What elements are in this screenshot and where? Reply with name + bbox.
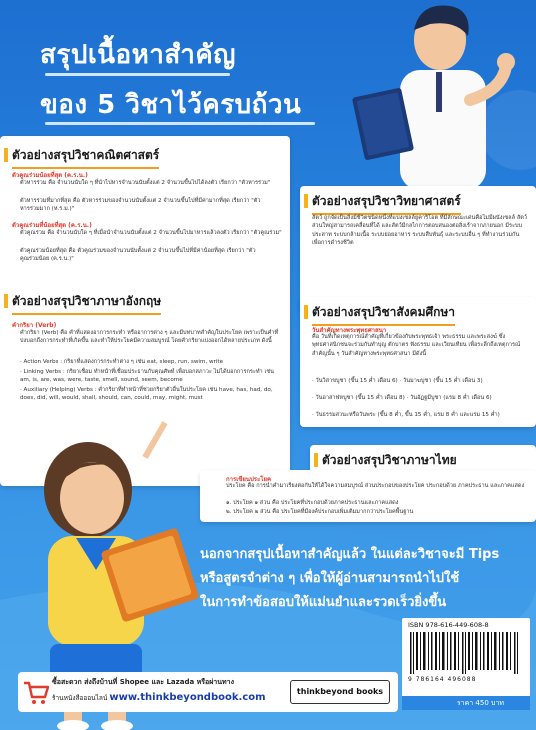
science-card — [300, 186, 536, 312]
publisher-logo: thinkbeyond books — [290, 680, 390, 704]
thai-item-2: ๒. ประโยค ๒ ส่วน คือ ประโยคที่มีองค์ประกอบเพิ่มเติมมากกว่าประโยคพื้นฐาน — [226, 509, 414, 515]
math-heading: ตัวอย่างสรุปวิชาคณิตศาสตร์ — [12, 146, 159, 169]
english-item-auxiliary: · Auxiliary (Helping) Verbs : คำกริยาที่ทำหน้าที่ช่วยกริยาตัวอื่นในประโยค เช่น have, has, had, do, does, did, will, would, shall, should, can, could, may, might, must — [20, 387, 273, 402]
math-paragraph-4: ตัวคูณร่วมน้อยที่สุด คือ ตัวคูณร่วมของจำนวนนับตั้งแต่ 2 จำนวนขึ้นไปที่มีค่าน้อยที่สุด เรียกว่า "ตัวคูณร่วมน้อย (ค.ร.น.)" — [20, 248, 256, 263]
social-item-3: · วันธรรมสวนะหรือวันพระ (ขึ้น 8 ค่ำ, ขึ้น 15 ค่ำ, แรม 8 ค่ำ และแรม 15 ค่ำ) — [312, 412, 500, 418]
section-marker — [4, 148, 8, 162]
shopping-cart-icon — [22, 678, 50, 706]
thai-paragraph: ประโยค คือ การนำคำมาเรียงต่อกันให้ได้ใจความสมบูรณ์ ส่วนประกอบของประโยค ประกอบด้วย ภาคประธาน และภาคแสดง — [226, 483, 525, 489]
thai-heading: ตัวอย่างสรุปวิชาภาษาไทย — [322, 451, 457, 474]
social-subheading: วันสำคัญทางพระพุทธศาสนา — [312, 327, 387, 334]
section-marker — [314, 453, 318, 467]
shop-url-line — [52, 692, 266, 703]
social-item-1: · วันวิสาขบูชา (ขึ้น 15 ค่ำ เดือน 6) · วันมาฆบูชา (ขึ้น 15 ค่ำ เดือน 3) — [312, 378, 483, 384]
thai-subheading: การเขียนประโยค — [226, 476, 271, 483]
summary-line-2: หรือสูตรจำต่าง ๆ เพื่อให้ผู้อ่านสามารถนำไปใช้ — [200, 571, 460, 586]
science-heading: ตัวอย่างสรุปวิชาวิทยาศาสตร์ — [312, 192, 461, 215]
barcode-numbers: 9 786164 496088 — [408, 676, 477, 683]
summary-line-3: ในการทำข้อสอบให้แม่นยำและรวดเร็วยิ่งขึ้น — [200, 595, 447, 610]
thai-body — [200, 470, 536, 522]
section-marker — [304, 305, 308, 319]
english-item-linking: · Linking Verbs : กริยาเชื่อม ทำหน้าที่เชื่อมประธานกับคุณศัพท์ เพื่อบอกสภาวะ ไม่ได้บอกการกระทำ เช่น am, is, are, was, were, taste, smell, sound, seem, become — [20, 369, 274, 384]
summary-line-1: นอกจากสรุปเนื้อหาสำคัญแล้ว ในแต่ละวิชาจะมี Tips — [200, 547, 500, 562]
english-paragraph: คำกริยา (Verb) คือ คำที่แสดงอาการกระทำ หรืออาการต่าง ๆ และมีบทบาทสำคัญในประโยค เพราะเป็นคำที่บ่งบอกถึงการกระทำที่เกิดขึ้น และทำให้ประโยคมีความสมบูรณ์ โดยคำกริยาแบ่งออกได้หลายประเภท ดังนี้ — [20, 330, 279, 345]
footer-bar — [18, 672, 398, 712]
isbn-text: ISBN 978-616-449-608-8 — [408, 621, 489, 629]
boy-reading-illustration — [330, 0, 536, 190]
social-paragraph: คือ วันที่เกิดเหตุการณ์สำคัญที่เกี่ยวข้องกับพระพุทธเจ้า พระธรรม และพระสงฆ์ ซึ่งพุทธศาสนิกชนจะร่วมกันทำบุญ ตักบาตร ฟังธรรม และเวียนเทียน เพื่อระลึกถึงเหตุการณ์สำคัญนั้น ๆ วันสำคัญทางพระพุทธศาสนา มีดังนี้ — [312, 334, 521, 357]
thai-item-1: ๑. ประโยค ๑ ส่วน คือ ประโยคที่ประกอบด้วยภาคประธานและภาคแสดง — [226, 500, 399, 506]
title-underline — [45, 122, 315, 125]
summary-text — [200, 543, 530, 615]
isbn-barcode-box — [402, 618, 530, 710]
math-paragraph-2: ตัวหารร่วมที่มากที่สุด คือ ตัวหารร่วมของจำนวนนับตั้งแต่ 2 จำนวนขึ้นไปที่มีค่ามากที่สุด เรียกว่า "ตัวหารร่วมมาก (ห.ร.ม.)" — [20, 198, 261, 213]
science-paragraph: สัตว์ ถูกจัดเป็นสิ่งมีชีวิตชนิดหนึ่งที่แบ่งเซลล์ยูคาริโอต ที่มีลักษณะเด่นคือไม่มีผนังเซลล์ สัตว์ส่วนใหญ่สามารถเคลื่อนที่ได้ และสัตว์มีกลไกการตอบสนองต่อสิ่งเร้าจากภายนอก มีระบบประสาท ระบบกล้ามเนื้อ ระบบย่อยอาหาร ระบบสืบพันธุ์ และระบบอื่น ๆ ที่ทำงานร่วมกันเพื่อการดำรงชีวิต — [312, 215, 528, 247]
barcode — [408, 632, 524, 674]
social-heading: ตัวอย่างสรุปวิชาสังคมศึกษา — [312, 303, 455, 326]
english-item-action: · Action Verbs : กริยาที่แสดงการกระทำต่าง ๆ เช่น eat, sleep, run, swim, write — [20, 359, 224, 365]
shop-info-text: ซื้อสะดวก ส่งถึงบ้านที่ Shopee และ Lazada หรือผ่านทาง — [52, 678, 234, 686]
section-marker — [4, 294, 8, 308]
math-subheading-1: ตัวคูณร่วมน้อยที่สุด (ค.ร.น.) — [12, 172, 88, 179]
social-item-2: · วันอาสาฬหบูชา (ขึ้น 15 ค่ำ เดือน 8) · วันอัฏฐมีบูชา (แรม 8 ค่ำ เดือน 6) — [312, 395, 492, 401]
math-subheading-2: ตัวคูณร่วมที่น้อยที่สุด (ค.ร.น.) — [12, 222, 92, 229]
page-title-line1: สรุปเนื้อหาสำคัญ — [40, 40, 236, 70]
shop-url-prefix: ร้านหนังสือออนไลน์ — [52, 694, 108, 702]
price-label: ราคา 450 บาท — [402, 696, 530, 710]
title-underline — [45, 73, 230, 76]
social-card — [300, 297, 536, 427]
math-paragraph-3: ตัวคูณร่วม คือ จำนวนนับใด ๆ ที่เมื่อนำจำนวนนับตั้งแต่ 2 จำนวนขึ้นไปมาหารแล้วลงตัว เรียกว่า "ตัวคูณร่วม" — [20, 230, 282, 236]
page-title-line2: ของ 5 วิชาไว้ครบถ้วน — [40, 90, 302, 120]
math-paragraph-1: ตัวหารร่วม คือ จำนวนนับใด ๆ ที่นำไปหารจำนวนนับตั้งแต่ 2 จำนวนขึ้นไปได้ลงตัว เรียกว่า "ตัวหารร่วม" — [20, 180, 271, 186]
english-heading: ตัวอย่างสรุปวิชาภาษาอังกฤษ — [12, 292, 161, 315]
section-marker — [304, 194, 308, 208]
shop-url-link[interactable]: www.thinkbeyondbook.com — [109, 692, 266, 703]
english-subheading: คำกริยา (Verb) — [12, 322, 57, 329]
